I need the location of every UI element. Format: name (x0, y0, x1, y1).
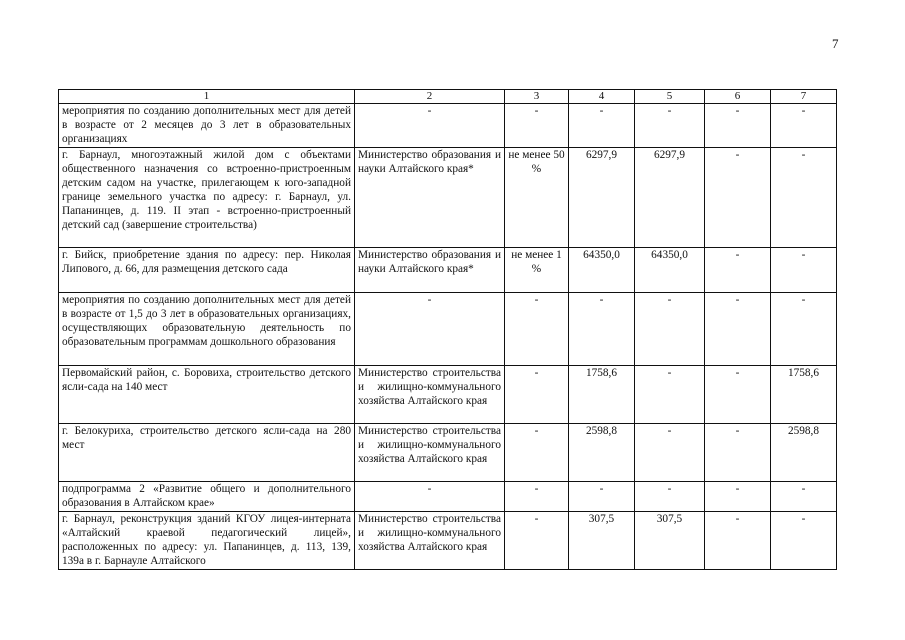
value-cell: - (771, 293, 837, 366)
table-row (59, 482, 837, 512)
share-cell: - (505, 512, 569, 570)
column-header: 1 (59, 90, 355, 104)
value-cell: - (635, 482, 705, 512)
event-description-cell: подпрограмма 2 «Развитие общего и дополнительного образования в Алтайском крае» (59, 482, 355, 512)
responsible-cell: Министерство строительства и жилищно-коммунального хозяйства Алтайского края (355, 512, 505, 570)
responsible-cell: - (355, 293, 505, 366)
responsible-cell: Министерство образования и науки Алтайского края* (355, 148, 505, 248)
value-cell: 64350,0 (569, 248, 635, 293)
table-row (59, 104, 837, 148)
value-cell: - (705, 482, 771, 512)
value-cell: 2598,8 (771, 424, 837, 482)
value-cell: 6297,9 (635, 148, 705, 248)
table-row (59, 248, 837, 293)
value-cell: - (771, 482, 837, 512)
value-cell: - (705, 424, 771, 482)
value-cell: - (771, 248, 837, 293)
value-cell: - (635, 104, 705, 148)
value-cell: 1758,6 (569, 366, 635, 424)
value-cell: - (705, 148, 771, 248)
column-header: 3 (505, 90, 569, 104)
event-description-cell: Первомайский район, с. Боровиха, строительство детского ясли-сада на 140 мест (59, 366, 355, 424)
value-cell: 64350,0 (635, 248, 705, 293)
responsible-cell: - (355, 104, 505, 148)
table-row (59, 148, 837, 248)
value-cell: 6297,9 (569, 148, 635, 248)
event-description-cell: г. Барнаул, реконструкция зданий КГОУ лицея-интерната «Алтайский краевой педагогический лицей», расположенных по адресу: ул. Папанинцев, д. 113, 139, 139а в г. Барнауле Алтайского (59, 512, 355, 570)
share-cell: - (505, 366, 569, 424)
column-header: 6 (705, 90, 771, 104)
column-header: 4 (569, 90, 635, 104)
responsible-cell: Министерство образования и науки Алтайского края* (355, 248, 505, 293)
value-cell: - (635, 366, 705, 424)
column-header: 7 (771, 90, 837, 104)
responsible-cell: Министерство строительства и жилищно-коммунального хозяйства Алтайского края (355, 424, 505, 482)
value-cell: - (705, 512, 771, 570)
value-cell: - (569, 482, 635, 512)
value-cell: - (569, 104, 635, 148)
share-cell: не менее 50 % (505, 148, 569, 248)
value-cell: 307,5 (635, 512, 705, 570)
value-cell: 2598,8 (569, 424, 635, 482)
table-row (59, 366, 837, 424)
value-cell: - (705, 248, 771, 293)
event-description-cell: мероприятия по созданию дополнительных мест для детей в возрасте от 1,5 до 3 лет в образовательных организациях, осуществляющих образовательную деятельность по образовательным программам дошкольного образования (59, 293, 355, 366)
table-row (59, 424, 837, 482)
page-number: 7 (832, 36, 839, 51)
share-cell: не менее 1 % (505, 248, 569, 293)
value-cell: 307,5 (569, 512, 635, 570)
event-description-cell: г. Бийск, приобретение здания по адресу: пер. Николая Липового, д. 66, для размещения детского сада (59, 248, 355, 293)
value-cell: - (771, 512, 837, 570)
share-cell: - (505, 293, 569, 366)
table-row (59, 293, 837, 366)
event-description-cell: г. Белокуриха, строительство детского ясли-сада на 280 мест (59, 424, 355, 482)
responsible-cell: - (355, 482, 505, 512)
value-cell: - (635, 293, 705, 366)
event-description-cell: мероприятия по созданию дополнительных мест для детей в возрасте от 2 месяцев до 3 лет в образовательных организациях (59, 104, 355, 148)
data-table (58, 89, 837, 570)
share-cell: - (505, 104, 569, 148)
value-cell: 1758,6 (771, 366, 837, 424)
share-cell: - (505, 424, 569, 482)
value-cell: - (771, 148, 837, 248)
table-header-row (59, 90, 837, 104)
responsible-cell: Министерство строительства и жилищно-коммунального хозяйства Алтайского края (355, 366, 505, 424)
value-cell: - (705, 104, 771, 148)
column-header: 5 (635, 90, 705, 104)
column-header: 2 (355, 90, 505, 104)
share-cell: - (505, 482, 569, 512)
table-row (59, 512, 837, 570)
value-cell: - (771, 104, 837, 148)
value-cell: - (705, 366, 771, 424)
event-description-cell: г. Барнаул, многоэтажный жилой дом с объектами общественного назначения со встроенно-пристроенным детским садом на участке, прилегающем к юго-западной границе земельного участка по адресу: г. Барнаул, ул. Папанинцев, д. 119. II этап - встроенно-пристроенный детский сад (завершение строительства) (59, 148, 355, 248)
value-cell: - (569, 293, 635, 366)
value-cell: - (705, 293, 771, 366)
value-cell: - (635, 424, 705, 482)
